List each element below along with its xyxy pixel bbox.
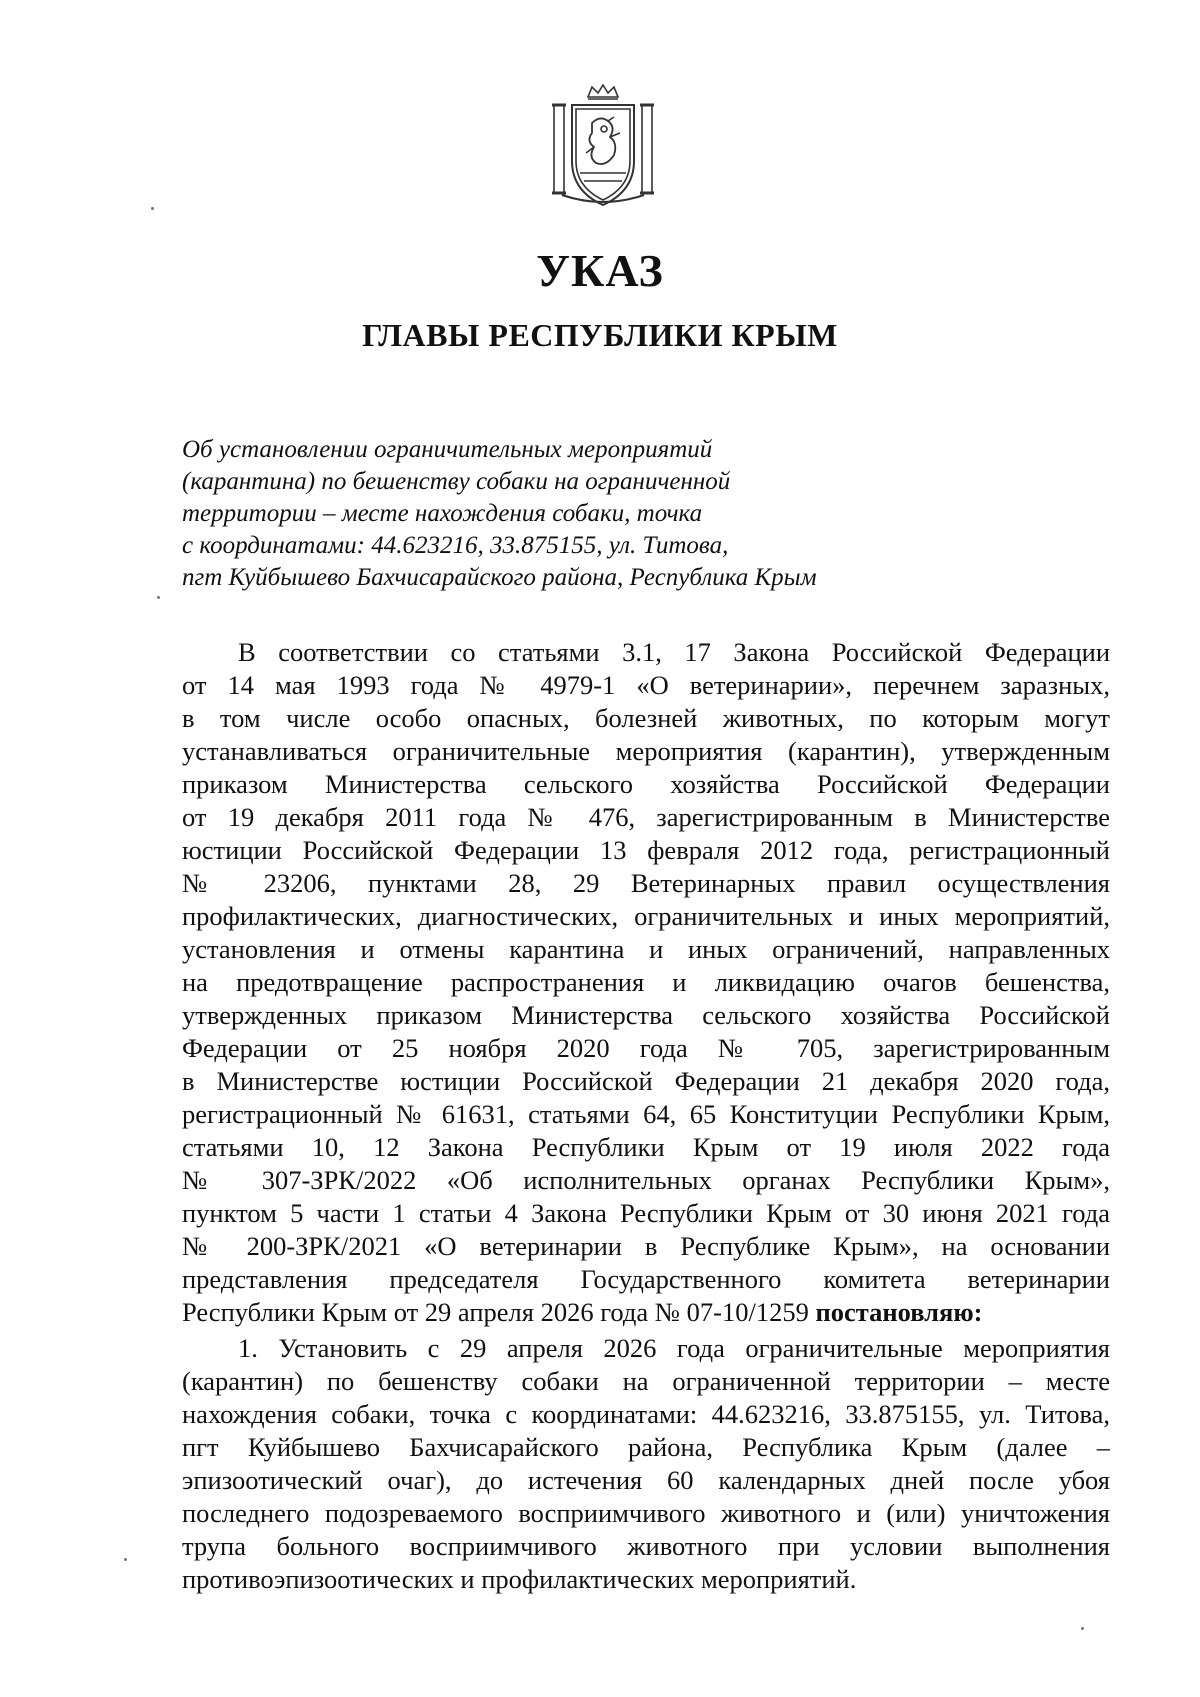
paragraph-final-text: Республики Крым от 29 апреля 2026 года № 07-10/1259 [182, 1297, 816, 1327]
paragraph-line: представления председателя Государственного комитета ветеринарии [182, 1264, 1110, 1294]
paragraph-line: на предотвращение распространения и ликвидацию очагов бешенства, [182, 967, 1110, 997]
paragraph-line: № 23206, пунктами 28, 29 Ветеринарных правил осуществления [182, 868, 1110, 898]
subject-line: территории – месте нахождения собаки, точка [182, 500, 703, 527]
subject-line: (карантина) по бешенству собаки на ограниченной [182, 468, 731, 495]
paragraph-line: 1. Установить с 29 апреля 2026 года ограничительные мероприятия [238, 1333, 1110, 1363]
scan-speck [157, 596, 160, 599]
paragraph-line: от 14 мая 1993 года № 4979-1 «О ветеринарии», перечнем заразных, [182, 670, 1110, 700]
paragraph-line: устанавливаться ограничительные мероприятия (карантин), утвержденным [182, 736, 1110, 766]
subject-line: Об установлении ограничительных мероприятий [182, 436, 713, 463]
scan-speck [124, 1558, 127, 1561]
paragraph-line: Федерации от 25 ноября 2020 года № 705, зарегистрированным [182, 1033, 1110, 1063]
paragraph-line: нахождения собаки, точка с координатами: 44.623216, 33.875155, ул. Титова, [182, 1399, 1110, 1429]
paragraph-final-line [182, 1296, 1110, 1329]
paragraph-line: установления и отмены карантина и иных ограничений, направленных [182, 934, 1110, 964]
paragraph-line: трупа больного восприимчивого животного при условии выполнения [182, 1531, 1110, 1561]
document-title: УКАЗ [536, 245, 664, 296]
paragraph-line: (карантин) по бешенству собаки на ограниченной территории – месте [182, 1366, 1110, 1396]
paragraph-line: В соответствии со статьями 3.1, 17 Закона Российской Федерации [238, 637, 1110, 667]
scan-speck [151, 207, 154, 210]
paragraph-line: № 307-ЗРК/2022 «Об исполнительных органах Республики Крым», [182, 1165, 1110, 1195]
subject-line: с координатами: 44.623216, 33.875155, ул. Титова, [182, 532, 729, 559]
paragraph-line: эпизоотический очаг), до истечения 60 календарных дней после убоя [182, 1465, 1110, 1495]
paragraph-line: регистрационный № 61631, статьями 64, 65 Конституции Республики Крым, [182, 1099, 1110, 1129]
paragraph-line: утвержденных приказом Министерства сельского хозяйства Российской [182, 1000, 1110, 1030]
paragraph-line: пунктом 5 части 1 статьи 4 Закона Республики Крым от 30 июня 2021 года [182, 1198, 1110, 1228]
document-subject [182, 434, 902, 594]
paragraph-line: юстиции Российской Федерации 13 февраля 2012 года, регистрационный [182, 835, 1110, 865]
paragraph-line: статьями 10, 12 Закона Республики Крым от 19 июля 2022 года [182, 1132, 1110, 1162]
paragraph-line: профилактических, диагностических, ограничительных и иных мероприятий, [182, 901, 1110, 931]
paragraph-line: в Министерстве юстиции Российской Федерации 21 декабря 2020 года, [182, 1066, 1110, 1096]
preamble-paragraph [182, 636, 1110, 1329]
paragraph-line: в том числе особо опасных, болезней животных, по которым могут [182, 703, 1110, 733]
paragraph-line: противоэпизоотических и профилактических мероприятий. [182, 1564, 857, 1594]
paragraph-line: приказом Министерства сельского хозяйства Российской Федерации [182, 769, 1110, 799]
document-subtitle: ГЛАВЫ РЕСПУБЛИКИ КРЫМ [362, 317, 838, 353]
paragraph-line: № 200-ЗРК/2021 «О ветеринарии в Республике Крым», на основании [182, 1231, 1110, 1261]
resolution-keyword: постановляю: [815, 1297, 983, 1327]
coat-of-arms-emblem [548, 83, 658, 213]
paragraph-line: пгт Куйбышево Бахчисарайского района, Республика Крым (далее – [182, 1432, 1110, 1462]
subject-line: пгт Куйбышево Бахчисарайского района, Республика Крым [182, 564, 817, 591]
scan-speck [1081, 1627, 1084, 1630]
paragraph-line: от 19 декабря 2011 года № 476, зарегистрированным в Министерстве [182, 802, 1110, 832]
clause-1-paragraph [182, 1332, 1110, 1596]
paragraph-line: последнего подозреваемого восприимчивого животного и (или) уничтожения [182, 1498, 1110, 1528]
